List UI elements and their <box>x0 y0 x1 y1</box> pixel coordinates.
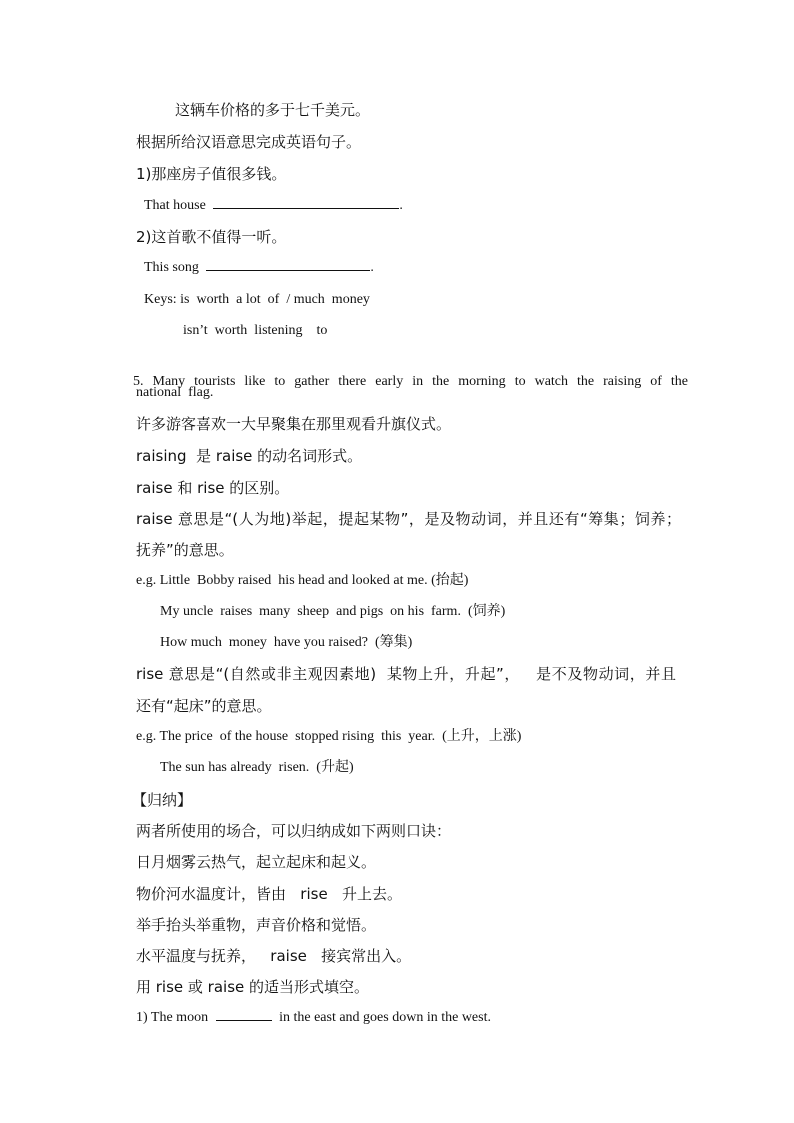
instruction-line: 用 rise 或 raise 的适当形式填空。 <box>136 978 370 996</box>
rhyme-line: 水平温度与抚养， raise 接宾常出入。 <box>136 947 412 965</box>
answer-line-1 <box>144 196 403 216</box>
section-heading: 【归纳】 <box>132 791 193 809</box>
example-line: How much money have you raised? (筹集) <box>160 635 413 650</box>
instruction-line: 根据所给汉语意思完成英语句子。 <box>136 133 362 151</box>
question-2: 2)这首歌不值得一听。 <box>136 228 287 246</box>
exercise-prefix: 1) The moon <box>136 1010 209 1025</box>
paragraph-line: 抚养”的意思。 <box>136 541 234 559</box>
exercise-1 <box>136 1008 491 1028</box>
keys-line: Keys: is worth a lot of / much money <box>144 292 370 307</box>
example-line: My uncle raises many sheep and pigs on his farm. (饲养) <box>160 604 506 619</box>
paragraph-line <box>136 509 681 529</box>
answer-suffix: . <box>399 198 403 213</box>
item-5-sentence <box>119 352 688 412</box>
paragraph-text: raise 意思是“(人为地)举起，提起某物”，是及物动词，并且还有“筹集；饲养； <box>136 510 681 528</box>
item-5-text: 5. Many tourists like to gather there early in the morning to watch the raising of the <box>133 374 688 389</box>
example-line: e.g. The price of the house stopped rising this year. (上升，上涨) <box>136 729 522 744</box>
answer-prefix: This song <box>144 260 199 275</box>
rhyme-line: 举手抬头举重物，声音价格和觉悟。 <box>136 916 377 934</box>
exercise-blank[interactable] <box>216 1008 272 1021</box>
question-1: 1)那座房子值很多钱。 <box>136 165 287 183</box>
text-line: raising 是 raise 的动名词形式。 <box>136 447 363 465</box>
translation-line: 许多游客喜欢一大早聚集在那里观看升旗仪式。 <box>136 415 452 433</box>
text-line: raise 和 rise 的区别。 <box>136 479 290 497</box>
answer-blank[interactable] <box>213 196 399 209</box>
answer-line-2 <box>144 258 374 278</box>
item-5-sentence-cont: national flag. <box>136 385 214 400</box>
paragraph-line: 还有“起床”的意思。 <box>136 697 272 715</box>
example-line: e.g. Little Bobby raised his head and looked at me. (抬起) <box>136 573 469 588</box>
text-line: 两者所使用的场合，可以归纳成如下两则口诀： <box>136 822 452 840</box>
rhyme-line: 物价河水温度计，皆由 rise 升上去。 <box>136 885 402 903</box>
example-line: The sun has already risen. (升起) <box>160 760 354 775</box>
answer-prefix: That house <box>144 198 206 213</box>
answer-blank[interactable] <box>206 258 370 271</box>
answer-suffix: . <box>370 260 374 275</box>
keys-line-2: isn’t worth listening to <box>183 323 328 338</box>
text-line: 这辆车价格的多于七千美元。 <box>175 101 371 119</box>
exercise-suffix: in the east and goes down in the west. <box>279 1010 491 1025</box>
paragraph-text: rise 意思是“(自然或非主观因素地) 某物上升，升起”， 是不及物动词，并且 <box>136 665 676 683</box>
paragraph-line <box>136 664 676 684</box>
rhyme-line: 日月烟雾云热气，起立起床和起义。 <box>136 853 377 871</box>
